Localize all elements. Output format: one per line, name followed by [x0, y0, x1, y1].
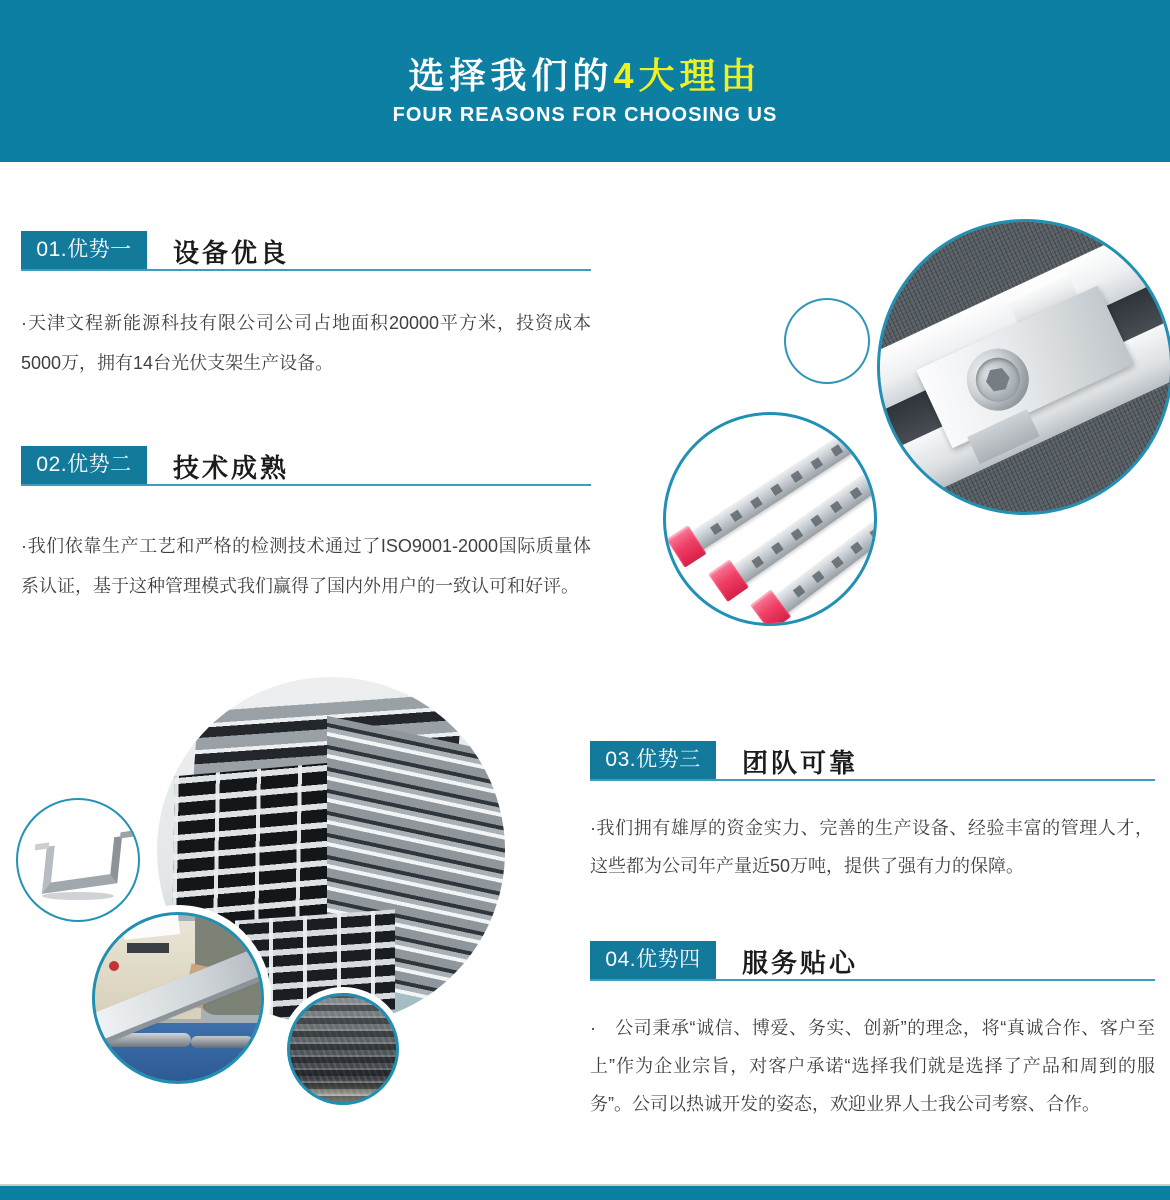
machine-slot: [127, 943, 169, 953]
advantage-2-heading: 技术成熟: [173, 453, 290, 483]
bundles-texture: [290, 996, 396, 1102]
photo-steel-bundles-circle: [287, 993, 399, 1105]
advantage-4-label: 04.优势四: [590, 941, 716, 979]
machine-roller: [191, 1036, 253, 1048]
photo-red-capped-bars-circle: [663, 412, 877, 626]
advantage-2-body: ·我们依靠生产工艺和严格的检测技术通过了ISO9001-2000国际质量体系认证，基于这种管理模式我们赢得了国内外用户的一致认可和好评。: [21, 536, 591, 596]
decorative-outline-circle: [784, 298, 870, 384]
advantage-2-underline: [21, 484, 591, 486]
photo-bending-machine-circle: [92, 912, 264, 1084]
page-title: [0, 48, 1170, 99]
red-end-cap: [708, 559, 749, 602]
advantage-3-body: ·我们拥有雄厚的资金实力、完善的生产设备、经验丰富的管理人才，这些都为公司年产量近50万吨，提供了强有力的保障。: [590, 818, 1153, 876]
page-subtitle: FOUR REASONS FOR CHOOSING US: [392, 104, 778, 126]
bar-holes: [710, 433, 861, 535]
machine-red-button: [109, 961, 119, 971]
page-title-highlight: 4大理由: [613, 55, 762, 96]
advantage-4-body: · 公司秉承“诚信、博爱、务实、创新”的理念，将“真诚合作、客户至上”作为企业宗旨，对客户承诺“选择我们就是选择了产品和周到的服务”。公司以热诚开发的姿态，欢迎业界人士我公司考察、合作。: [590, 1018, 1155, 1114]
advantage-1-body: ·天津文程新能源科技有限公司公司占地面积20000平方米，投资成本5000万，拥有14台光伏支架生产设备。: [21, 313, 591, 373]
red-end-cap: [750, 589, 791, 626]
red-end-cap: [666, 525, 706, 568]
advantage-3-label: 03.优势三: [590, 741, 716, 779]
footer-teal-bar: [0, 1186, 1170, 1200]
solar-clamp-scene: [877, 219, 1170, 515]
advantage-1-heading: 设备优良: [173, 238, 290, 268]
advantage-3-underline: [590, 779, 1155, 781]
header-banner: [0, 0, 1170, 162]
photo-u-channel-circle: [16, 798, 140, 922]
advantage-4-heading: 服务贴心: [742, 948, 859, 978]
advantage-3-heading: 团队可靠: [742, 748, 859, 778]
advantage-2-label: 02.优势二: [21, 446, 147, 484]
u-channel-shadow: [42, 892, 114, 900]
advantage-4-underline: [590, 979, 1155, 981]
advantage-1-label: 01.优势一: [21, 231, 147, 269]
photo-solar-clamp-circle: [877, 219, 1170, 515]
advantage-1-underline: [21, 269, 591, 271]
u-channel-profile: [42, 836, 122, 894]
page-title-main: 选择我们的: [408, 55, 614, 96]
